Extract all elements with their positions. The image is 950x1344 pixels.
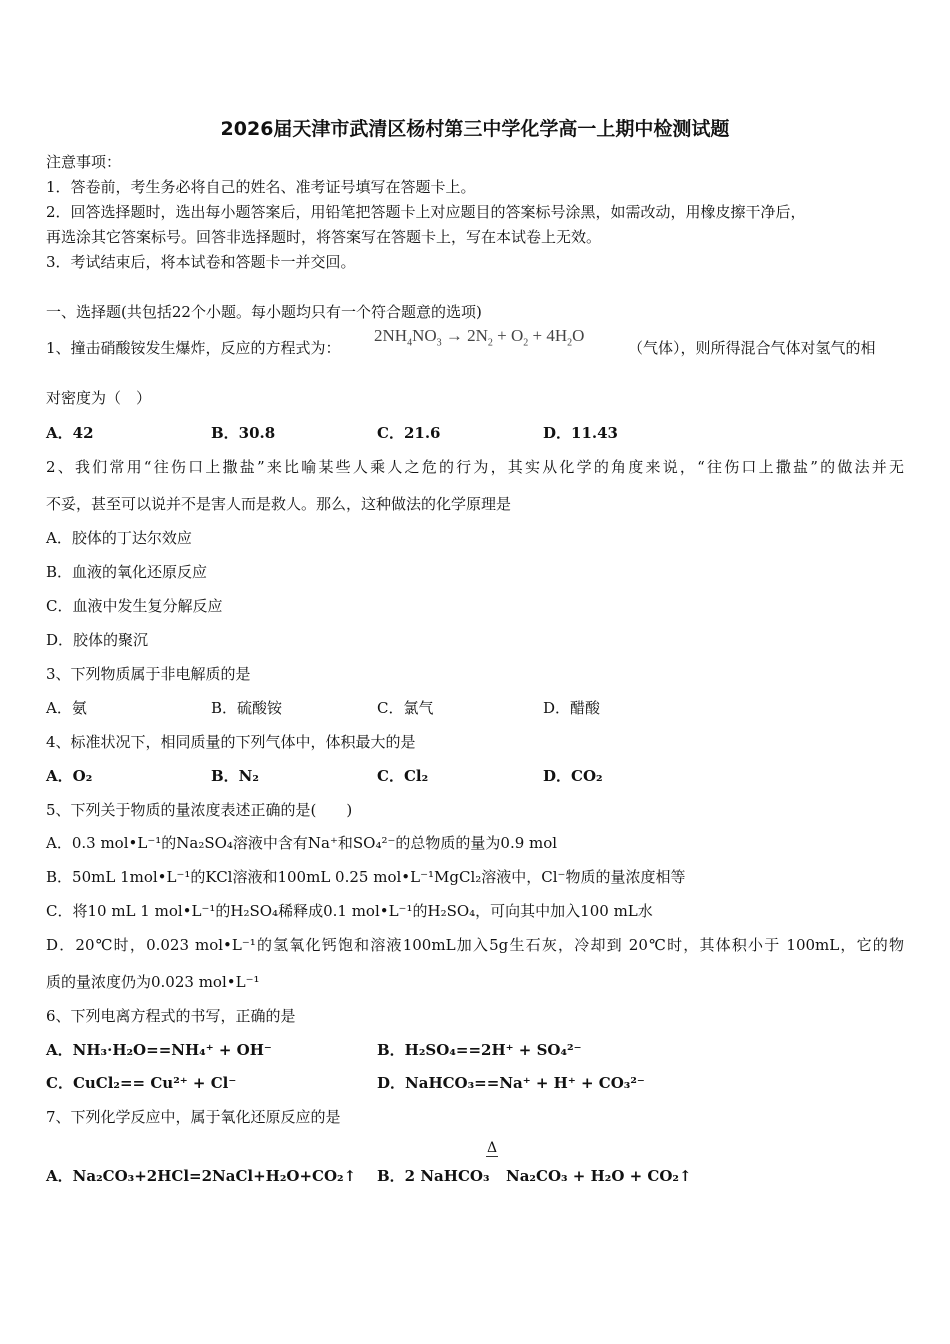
q3-stem: 3、下列物质属于非电解质的是 — [46, 665, 251, 683]
q5-option-a[interactable]: A．0.3 mol•L⁻¹的Na₂SO₄溶液中含有Na⁺和SO₄²⁻的总物质的量为0.9 mol — [46, 834, 558, 852]
q2-option-b[interactable]: B．血液的氧化还原反应 — [46, 563, 208, 581]
q7-stem: 7、下列化学反应中，属于氧化还原反应的是 — [46, 1108, 341, 1126]
q4-option-a[interactable]: A．O₂ — [46, 767, 93, 785]
notice-item-1: 1．答卷前，考生务必将自己的姓名、准考证号填写在答题卡上。 — [46, 178, 476, 196]
q7-option-a[interactable]: A．Na₂CO₃+2HCl=2NaCl+H₂O+CO₂↑ — [46, 1167, 357, 1185]
q7-option-b-products: Na₂CO₃ + H₂O + CO₂↑ — [506, 1167, 692, 1185]
q6-option-d[interactable]: D．NaHCO₃==Na⁺ + H⁺ + CO₃²⁻ — [377, 1074, 645, 1092]
q1-option-c[interactable]: C．21.6 — [377, 424, 441, 442]
q2-stem-b: 不妥，甚至可以说并不是害人而是救人。那么，这种做法的化学原理是 — [46, 495, 512, 513]
q4-option-b[interactable]: B．N₂ — [211, 767, 259, 785]
q1-stem-a: 1、撞击硝酸铵发生爆炸，反应的方程式为： — [46, 339, 341, 357]
q5-option-d-cont: 质的量浓度仍为0.023 mol•L⁻¹ — [46, 973, 260, 991]
page-title: 2026届天津市武清区杨村第三中学化学高一上期中检测试题 — [220, 118, 730, 140]
q1-stem-b: （气体），则所得混合气体对氢气的相 — [628, 339, 876, 357]
q5-option-d[interactable]: D．20℃时，0.023 mol•L⁻¹的氢氧化钙饱和溶液100mL加入5g生石灰，冷却到 20℃时，其体积小于 100mL，它的物 — [46, 936, 904, 954]
q4-option-c[interactable]: C．Cl₂ — [377, 767, 429, 785]
q3-option-c[interactable]: C．氯气 — [377, 699, 434, 717]
section-heading: 一、选择题(共包括22个小题。每小题均只有一个符合题意的选项) — [46, 303, 482, 321]
q1-option-b[interactable]: B．30.8 — [211, 424, 276, 442]
q5-stem: 5、下列关于物质的量浓度表述正确的是( ) — [46, 801, 353, 819]
q6-option-b[interactable]: B．H₂SO₄==2H⁺ + SO₄²⁻ — [377, 1041, 582, 1059]
q5-option-c[interactable]: C．将10 mL 1 mol•L⁻¹的H₂SO₄稀释成0.1 mol•L⁻¹的H₂SO₄，可向其中加入100 mL水 — [46, 902, 653, 920]
q6-option-a[interactable]: A．NH₃·H₂O==NH₄⁺ + OH⁻ — [46, 1041, 272, 1059]
q4-option-d[interactable]: D．CO₂ — [543, 767, 603, 785]
q1-option-d[interactable]: D．11.43 — [543, 424, 618, 442]
q1-equation: $2NH_4NO_3 \to 2N_2 + O_2 + 4H_2O$ — [374, 326, 585, 349]
q3-option-d[interactable]: D．醋酸 — [543, 699, 601, 717]
notice-item-2-cont: 再选涂其它答案标号。回答非选择题时，将答案写在答题卡上，写在本试卷上无效。 — [46, 228, 602, 246]
q2-stem-a: 2、我们常用“往伤口上撒盐”来比喻某些人乘人之危的行为，其实从化学的角度来说，“往伤口上撒盐”的做法并无 — [46, 458, 904, 476]
q6-option-c[interactable]: C．CuCl₂== Cu²⁺ + Cl⁻ — [46, 1074, 237, 1092]
q1-stem-c: 对密度为（ ） — [46, 389, 152, 407]
q4-stem: 4、标准状况下，相同质量的下列气体中，体积最大的是 — [46, 733, 416, 751]
q7-option-b[interactable]: B．2 NaHCO₃ — [377, 1167, 490, 1185]
q5-option-b[interactable]: B．50mL 1mol•L⁻¹的KCl溶液和100mL 0.25 mol•L⁻¹MgCl₂溶液中，Cl⁻物质的量浓度相等 — [46, 868, 686, 886]
q2-option-a[interactable]: A．胶体的丁达尔效应 — [46, 529, 192, 547]
notice-heading: 注意事项： — [46, 153, 122, 171]
q1-option-a[interactable]: A．42 — [46, 424, 94, 442]
q6-stem: 6、下列电离方程式的书写，正确的是 — [46, 1007, 296, 1025]
q2-option-d[interactable]: D．胶体的聚沉 — [46, 631, 149, 649]
notice-item-3: 3．考试结束后，将本试卷和答题卡一并交回。 — [46, 253, 356, 271]
notice-item-2: 2．回答选择题时，选出每小题答案后，用铅笔把答题卡上对应题目的答案标号涂黑，如需改动，用橡皮擦干净后， — [46, 203, 806, 221]
q7-heat-condition: Δ — [487, 1140, 498, 1156]
q3-option-a[interactable]: A．氨 — [46, 699, 87, 717]
q3-option-b[interactable]: B．硫酸铵 — [211, 699, 283, 717]
q2-option-c[interactable]: C．血液中发生复分解反应 — [46, 597, 223, 615]
